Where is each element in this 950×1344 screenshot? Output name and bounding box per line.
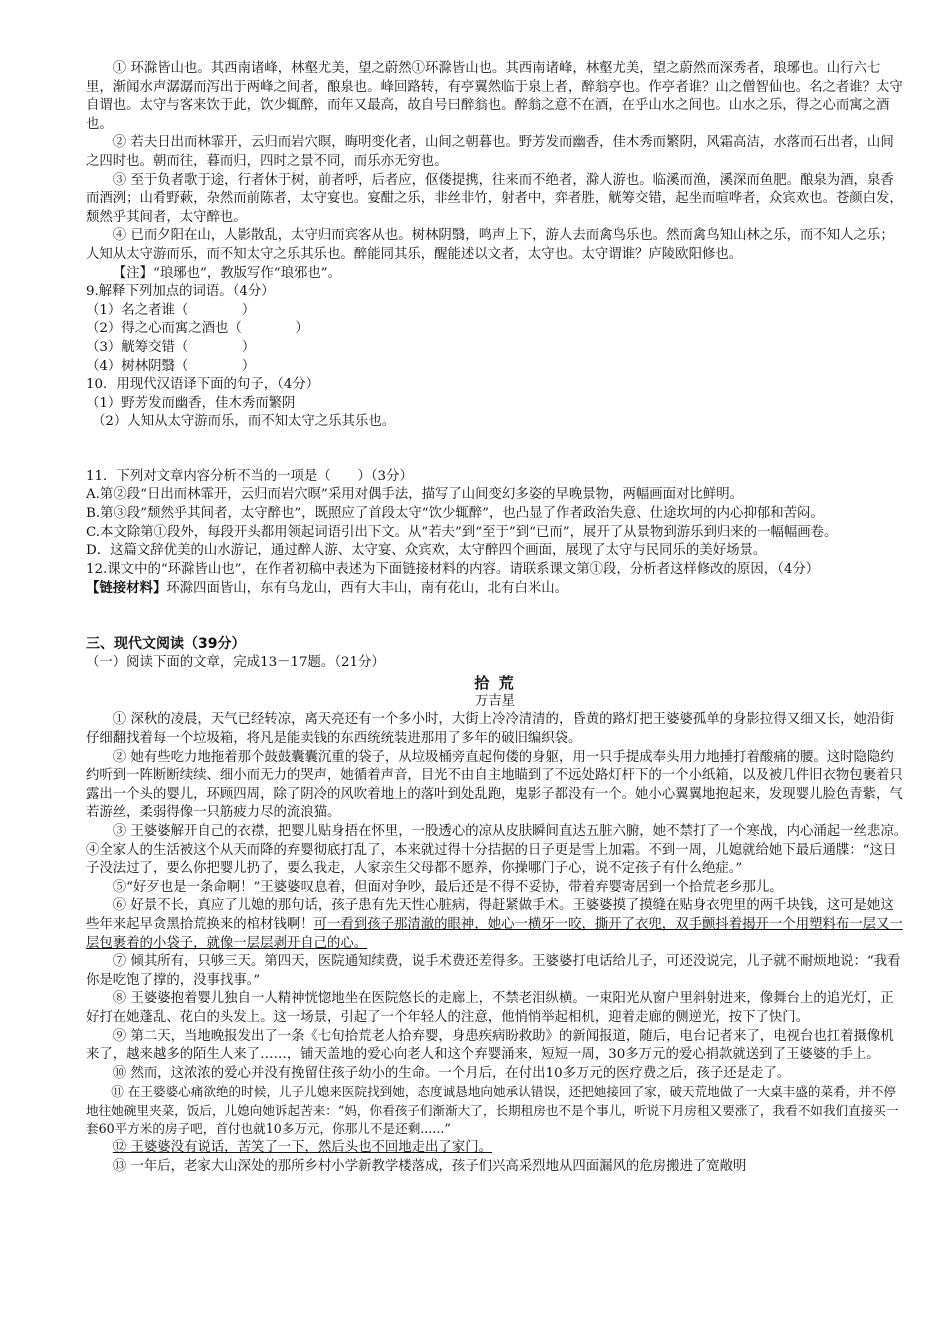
classical-passage [86, 60, 904, 283]
question-10-stem: 10．用现代汉语译下面的句子，（4分） [86, 377, 320, 393]
question-9-stem: 9.解释下列加点的词语。（4分） [86, 284, 275, 300]
article-paragraph-11: ⑪ 在王婆婆心痛欲绝的时候，儿子儿媳来医院找到她，态度诚恳地向她承认错误，还把她接回了家，破天荒地做了一大桌丰盛的菜肴，并不停地往她碗里夹菜，饭后，儿媳向她诉起苦来：“妈，你看孩子们渐渐大了，长期租房也不是个事儿，听说下月房租又要涨了，我看不如我们直接买一套60平方米的房子吧，首付也就10多万元，你那儿不是还剩......” [86, 1084, 899, 1137]
question-9-item-4: （4）树林阴翳（ ） [86, 358, 256, 374]
question-11-option-b: B.第③段”颓然乎其间者，太守醉也”，既照应了首段太守“饮少辄醉”，也凸显了作者政治失意、仕途坎坷的内心抑郁和苦闷。 [86, 506, 824, 522]
article-paragraph-2: ② 她有些吃力地拖着那个鼓鼓囊囊沉重的袋子，从垃圾桶旁直起佝偻的身躯，用一只手提成奉头用力地捶打着酸痛的腰。这时隐隐约约听到一阵断断续续、细小而无力的哭声，她循着声音，目光不由自主地瞄到了不远处路灯杆下的一个小纸箱，以及被几件旧衣物包裹着只露出一个头的婴儿，环顾四周，除了阴冷的风吹着地上的落叶到处乱跑，鬼影子都没有一个。她小心翼翼地抱起来，发现婴儿脸色青紫，气若游丝，柔弱得像一只筋疲力尽的流浪猫。 [86, 749, 903, 821]
question-9-item-1: （1）名之者谁（ ） [86, 302, 256, 318]
classical-paragraph-2: ② 若夫日出而林霏开，云归而岩穴暝，晦明变化者，山间之朝暮也。野芳发而幽香，佳木秀而繁阴，风霜高洁，水落而石出者，山间之四时也。朝而往，暮而归，四时之景不同，而乐亦无穷也。 [86, 135, 894, 169]
question-11-stem: 11．下列对文章内容分析不当的一项是（ ）（3分） [86, 468, 413, 484]
question-9-item-2: （2）得之心而寓之酒也（ ） [86, 321, 309, 337]
link-material [86, 579, 904, 599]
article-title: 拾 荒 [474, 674, 516, 693]
question-9 [86, 283, 904, 376]
article-paragraph-8: ⑧ 王婆婆抱着婴儿独自一人精神恍惚地坐在医院悠长的走廊上，不禁老泪纵横。一束阳光从窗户里斜射进来，像舞台上的追光灯，正好打在她蓬乱、花白的头发上。这一场景，引起了一个年轻人的注意，他悄悄举起相机，迎着走廊的侧逆光，按下了快门。 [86, 991, 894, 1025]
question-10-item-2: （2）人知从太守游而乐，而不知太守之乐其乐也。 [92, 414, 396, 430]
article-paragraph-7: ⑦ 倾其所有，只够三天。第四天，医院通知续费，说手术费还差得多。王婆婆打电话给儿子，可还没说完，儿子就不耐烦地说：“我看你是吃饱了撑的，没事找事。” [86, 954, 901, 988]
article-paragraph-3: ③ 王婆婆解开自己的衣襟，把婴儿贴身捂在怀里，一股透心的凉从皮肤瞬间直达五脏六腑，她不禁打了一个寒战，内心涌起一丝悲凉。 [112, 823, 901, 839]
link-material-label: 【链接材料】 [86, 580, 167, 597]
article-paragraph-9: ⑨ 第二天，当地晚报发出了一条《七旬拾荒老人拾弃婴，身患疾病盼救助》的新闻报道，随后，电台记者来了，电视台也扛着摄像机来了，越来越多的陌生人来了……，铺天盖地的爱心向老人和这个弃婴涌来，短短一周，30多万元的爱心捐款就送到了王婆婆的手上。 [86, 1028, 894, 1063]
question-12-stem: 12.课文中的“环滁皆山也”，在作者初稿中表述为下面链接材料的内容。请联系课文第①段，分析者这样修改的原因，（4分） [86, 561, 820, 577]
question-9-item-3: （3）觥筹交错（ ） [86, 339, 256, 355]
question-11-option-d: D．这篇文辞优美的山水游记，通过醉人游、太守宴、众宾欢，太守醉四个画面，展现了太守与民同乐的美好场景。 [86, 543, 767, 559]
modern-reading-section [86, 635, 904, 1176]
article-paragraph-3-4 [86, 823, 904, 879]
article-paragraph-6-underlined: 可一看到孩子那清澈的眼神，她心一横牙一咬，撕开了衣兜，双手颤抖着揭开一个用塑料布一层又一层包裹着的小袋子，就像一层层剥开自己的心。 [86, 916, 903, 951]
question-10 [86, 376, 904, 432]
article-paragraph-6-text: ⑥ 好景不长，真应了儿媳的那句话，孩子患有先天性心脏病，得赶紧做手术。王婆婆摸了摸缝在贴身衣兜里的两千块钱，这可是她这些年来起早贪黑拾荒换来的棺材钱啊！ [86, 898, 894, 932]
classical-paragraph-3: ③ 至于负者歌于途，行者休于树，前者呼，后者应，伛偻提携，往来而不绝者，滁人游也。临溪而渔，溪深而鱼肥。酿泉为酒，泉香而酒洌；山肴野蔌，杂然而前陈者，太守宴也。宴酣之乐，非丝非竹，射者中，弈者胜，觥筹交错，起坐而喧哗者，众宾欢也。苍颜白发，颓然乎其间者，太守醉也。 [86, 172, 903, 225]
question-11-option-c: C.本文除第①段外，每段开头都用领起词语引出下文。从”若夫”到“至于”到“已而”，展开了从景物到游乐到归来的一幅幅画卷。 [86, 524, 838, 540]
classical-paragraph-1: ① 环滁皆山也。其西南诸峰，林壑尤美，望之蔚然①环滁皆山也。其西南诸峰，林壑尤美，望之蔚然而深秀者，琅琊也。山行六七里，渐闻水声潺潺而泻出于两峰之间者，酿泉也。峰回路转，有亭翼然临于泉上者，醉翁亭也。作亭者谁？山之僧智仙也。名之者谁？太守自谓也。太守与客来饮于此，饮少辄醉，而年又最高，故自号曰醉翁也。醉翁之意不在酒，在乎山水之间也。山水之乐，得之心而寓之酒也。 [86, 61, 903, 132]
article-paragraph-1: ① 深秋的凌晨，天气已经转凉，离天亮还有一个多小时，大街上冷冷清清的，昏黄的路灯把王婆婆孤单的身影拉得又细又长，她沿街仔细翻找着每一个垃圾箱，将凡是能卖钱的东西统统装进那用了多年的破旧编织袋。 [86, 712, 894, 746]
article-author: 万吉星 [474, 693, 516, 709]
section-subtitle: （一）阅读下面的文章，完成13－17题。（21分） [86, 654, 385, 670]
link-material-text: 环滁四面皆山，东有乌龙山，西有大丰山，南有花山，北有白米山。 [166, 581, 569, 597]
question-10-item-1: （1）野芳发而幽香，佳木秀而繁阴 [86, 395, 296, 411]
classical-paragraph-4: ④ 已而夕阳在山，人影散乱，太守归而宾客从也。树林阴翳，鸣声上下，游人去而禽鸟乐也。然而禽鸟知山林之乐，而不知人之乐；人知从太守游而乐，而不知太守之乐其乐也。醉能同其乐，醒能述以文者，太守也。太守谓谁？庐陵欧阳修也。 [86, 228, 894, 262]
article-paragraph-6 [86, 897, 904, 953]
article-paragraph-4: ④全家人的生活被这个从天而降的弃婴彻底打乱了，本来就过得十分拮据的日子更是雪上加霜。不到一周，儿媳就给她下最后通牒：“这日子没法过了，要么你把婴儿扔了，要么我走，人家亲生父母都不愿养，你操哪门子心，说不定孩子有什么绝症。” [86, 842, 897, 877]
article-paragraph-5: ⑤“好歹也是一条命啊！”王婆婆叹息着，但面对争吵，最后还是不得不妥协，带着弃婴寄居到一个拾荒老乡那儿。 [112, 879, 783, 895]
question-11 [86, 468, 904, 561]
section-title: 三、现代文阅读（39分） [86, 636, 246, 653]
article-paragraph-10: ⑩ 然而，这浓浓的爱心并没有挽留住孩子幼小的生命。一个月后，在付出10多万元的医疗费之后，孩子还是走了。 [112, 1065, 791, 1081]
classical-note: 【注】“琅琊也”，教版写作“琅邪也”。 [112, 265, 342, 281]
article-paragraph-12: ⑫ 王婆婆没有说话，苦笑了一下，然后头也不回地走出了家门。 [112, 1140, 492, 1156]
question-11-option-a: A.第②段“日出而林霏开，云归而岩穴暝”采用对偶手法，描写了山间变幻多姿的早晚景物，两幅画面对比鲜明。 [86, 487, 743, 503]
question-12 [86, 561, 904, 599]
article-paragraph-13: ⑬ 一年后，老家大山深处的那所乡村小学新教学楼落成，孩子们兴高采烈地从四面漏风的危房搬进了宽敞明 [112, 1158, 747, 1174]
